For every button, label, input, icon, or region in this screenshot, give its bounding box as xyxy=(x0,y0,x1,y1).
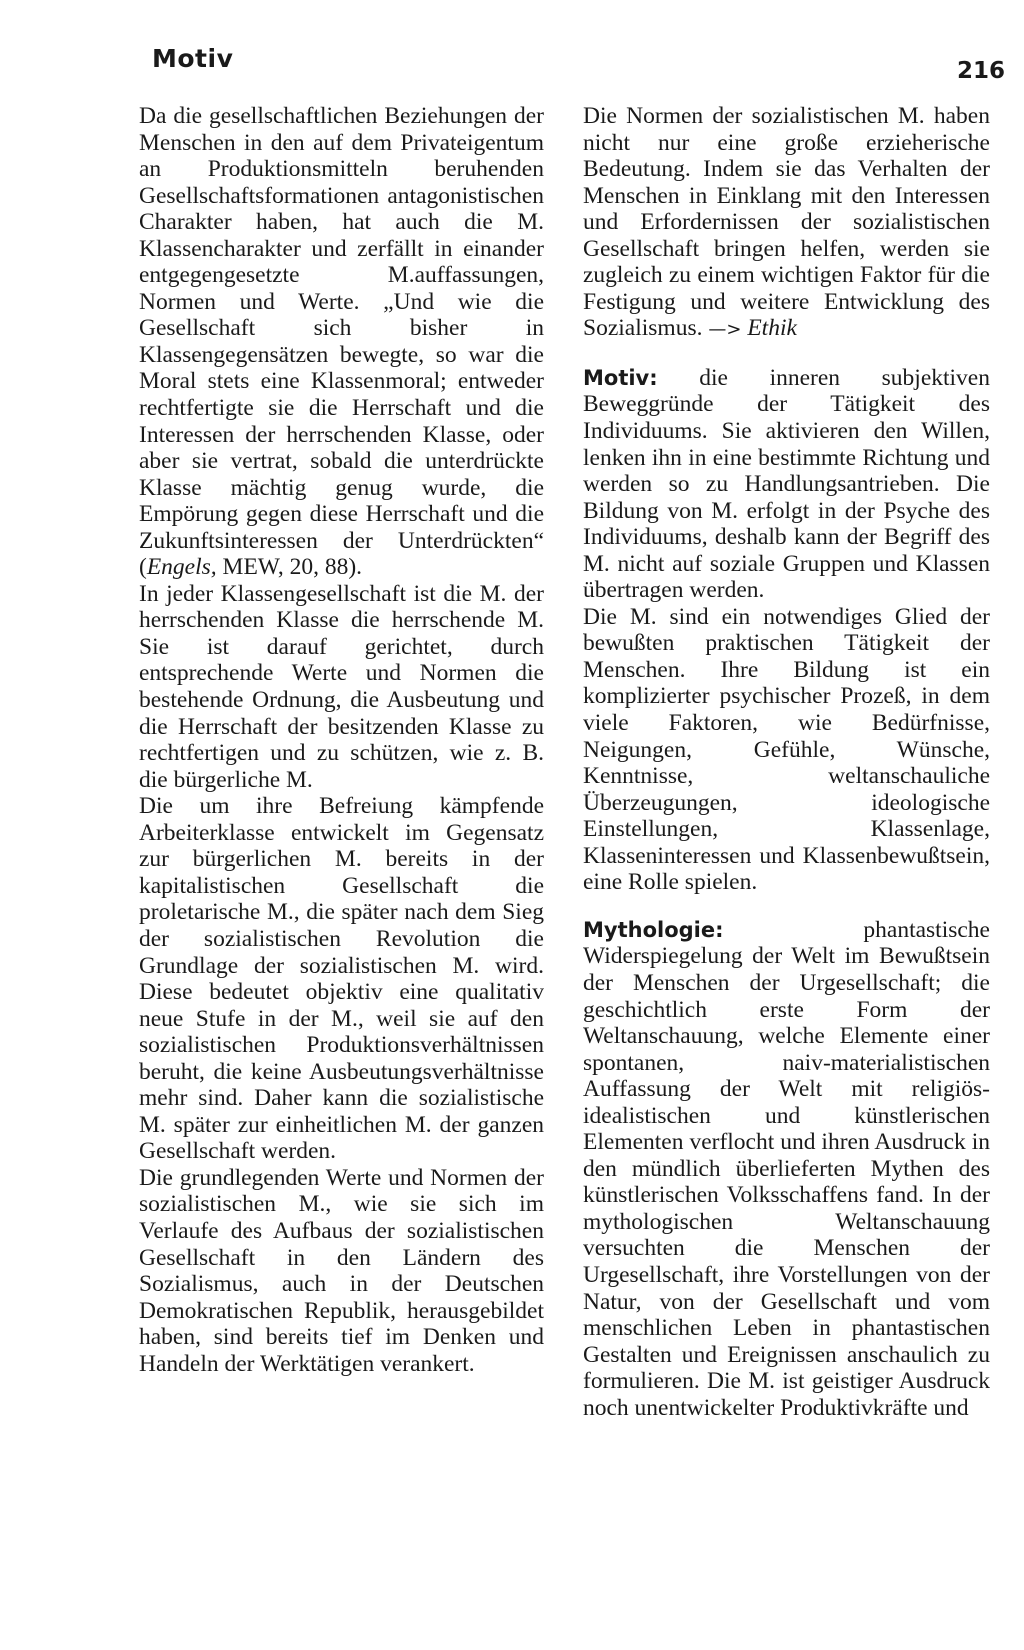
text-run: die inneren subjektiven Beweggründe der Tätigkeit des Individuums. Sie aktivieren den Willen, lenken ihn in eine bestimmte Richtung und werden so zu Handlungsantrieben. Die Bildung von M. erfolgt in der Psyche des Individuums, deshalb kann der Begriff des M. nicht auf soziale Gruppen und Klassen übertragen werden. xyxy=(583,364,990,604)
paragraph: Die um ihre Befreiung kämpfende Arbeiterklasse entwickelt im Gegensatz zur bürgerlichen M. bereits in der kapitalistischen Gesellschaft die proletarische M., die später nach dem Sieg der sozialistischen Revolution die Grundlage der sozialistischen M. wird. Diese bedeutet objektiv eine qualitativ neue Stufe in der M., weil sie auf den sozialistischen Produktionsverhältnissen beruht, die keine Ausbeutungsverhältnisse mehr sind. Daher kann die sozialistische M. später zur einheitlichen M. der ganzen Gesellschaft werden. xyxy=(139,793,544,1165)
right-column xyxy=(583,103,990,1421)
text-run: MEW, 20, 88). xyxy=(216,554,363,581)
entry-continuation xyxy=(583,103,990,344)
paragraph xyxy=(139,103,544,581)
running-head: Motiv xyxy=(152,44,234,73)
entry-headword: Motiv: xyxy=(583,365,658,390)
entry-mythologie xyxy=(583,917,990,1421)
cross-reference-link[interactable]: Ethik xyxy=(747,315,797,342)
cross-reference-arrow-icon: —> xyxy=(708,319,742,341)
entry-headword: Mythologie: xyxy=(583,917,724,942)
text-run: Die Normen der sozialistischen M. haben nicht nur eine große erzieherische Bedeutung. Indem sie das Verhalten der Menschen in Einklang mit den Interessen und Erfordernissen der sozialistischen Gesellschaft bringen helfen, werden sie zugleich zu einem wichtigen Faktor für die Festigung und weitere Entwicklung des Sozialismus. xyxy=(583,103,990,342)
citation-author: Engels, xyxy=(146,554,217,581)
paragraph xyxy=(583,917,990,1421)
entry-motiv xyxy=(583,365,990,896)
paragraph xyxy=(583,103,990,344)
paragraph: In jeder Klassengesellschaft ist die M. der herrschenden Klasse die herrschende M. Sie ist darauf gerichtet, durch entsprechende Werte und Normen die bestehende Ordnung, die Ausbeutung und die Herrschaft der besitzenden Klasse zu rechtfertigen und zu schützen, wie z. B. die bürgerliche M. xyxy=(139,580,544,793)
text-run: phantastische Widerspiegelung der Welt im Bewußtsein der Menschen der Urgesellschaft; die geschichtlich erste Form der Weltanschauung, welche Elemente einer spontanen, naiv-materialistischen Auffassung der Welt mit religiös-idealistischen und künstlerischen Elementen verflocht und ihren Ausdruck in den mündlich überlieferten Mythen des künstlerischen Volksschaffens fand. In der mythologischen Weltanschauung versuchten die Menschen der Urgesellschaft, ihre Vorstellungen von der Natur, von der Gesellschaft und vom menschlichen Leben in phantastischen Gestalten und Ereignissen anschaulich zu formulieren. Die M. ist geistiger Ausdruck noch unentwickelter Produktivkräfte und xyxy=(583,916,990,1421)
left-column xyxy=(139,103,544,1377)
page-number: 216 xyxy=(957,58,1006,84)
paragraph: Die M. sind ein notwendiges Glied der bewußten praktischen Tätigkeit der Menschen. Ihre Bildung ist ein komplizierter psychischer Prozeß, in dem viele Faktoren, wie Bedürfnisse, Neigungen, Gefühle, Wünsche, Kenntnisse, weltanschauliche Überzeugungen, ideologische Einstellungen, Klassenlage, Klasseninteressen und Klassenbewußtsein, eine Rolle spielen. xyxy=(583,603,990,896)
paragraph: Die grundlegenden Werte und Normen der sozialistischen M., wie sie sich im Verlaufe des Aufbaus der sozialistischen Gesellschaft in den Ländern des Sozialismus, auch in der Deutschen Demokratischen Republik, herausgebildet haben, sind bereits tief im Denken und Handeln der Werktätigen verankert. xyxy=(139,1164,544,1377)
text-run: Da die gesellschaftlichen Beziehungen der Menschen in den auf dem Privateigentum an Produktionsmitteln beruhenden Gesellschaftsformationen antagonistischen Charakter haben, hat auch die M. Klassencharakter und zerfällt in einander entgegengesetzte M.auffassungen, Normen und Werte. „Und wie die Gesellschaft sich bisher in Klassengegensätzen bewegte, so war die Moral stets eine Klassenmoral; entweder rechtfertigte sie die Herrschaft und die Interessen der herrschenden Klasse, oder aber sie vertrat, sobald die unterdrückte Klasse mächtig genug wurde, die Empörung gegen diese Herrschaft und die Zukunftsinteressen der Unterdrückten“ ( xyxy=(139,103,544,581)
paragraph xyxy=(583,365,990,604)
